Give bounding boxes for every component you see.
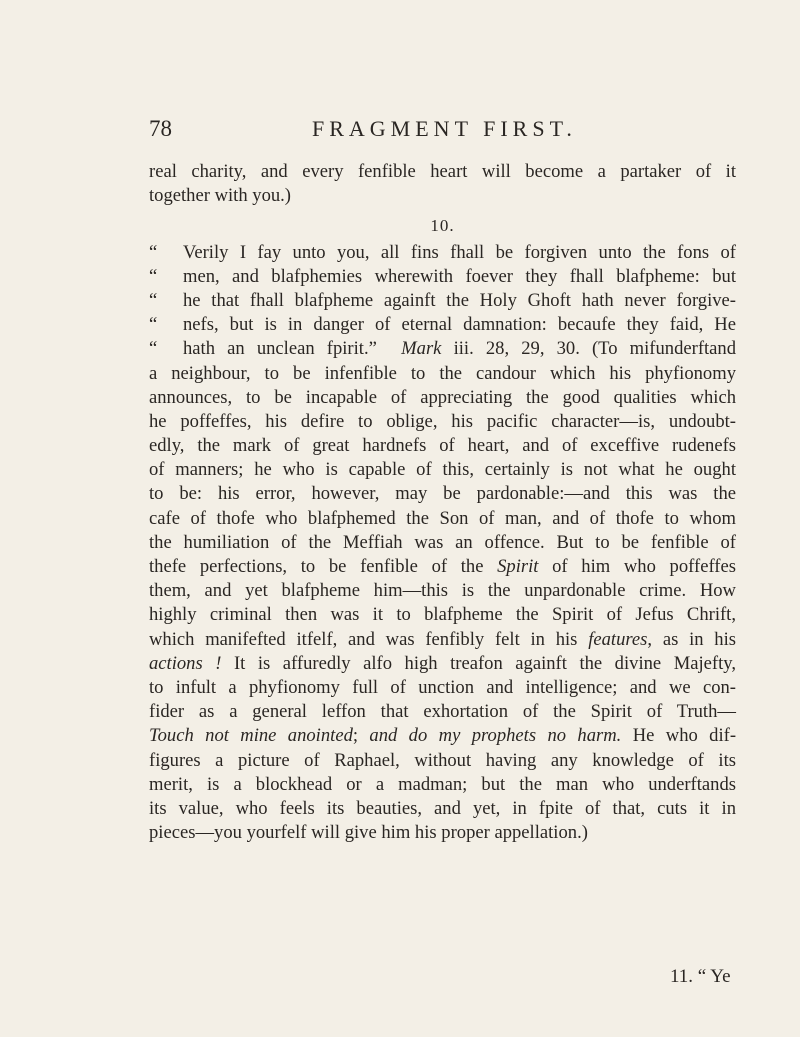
quote-line <box>149 289 736 313</box>
quote-reference-rest: iii. 28, 29, 30. (To mifunderftand <box>441 338 737 360</box>
quote-mark: “ <box>149 265 158 287</box>
text-line <box>149 628 736 652</box>
italic-segment: Spirit <box>497 556 539 577</box>
text-segment: He who dif- <box>621 725 737 747</box>
text-line: a neighbour, to be infenfible to the candour which his phyfionomy <box>149 362 736 384</box>
quote-mark: “ <box>149 314 158 336</box>
text-line: together with you.) <box>149 185 292 207</box>
quote-text: nefs, but is in danger of eternal damnation: becaufe they faid, He <box>183 314 736 336</box>
running-title: FRAGMENT FIRST. <box>312 116 577 141</box>
body-text <box>149 160 736 845</box>
text-line: real charity, and every fenfible heart will become a partaker of it <box>149 161 736 182</box>
quote-line <box>149 241 736 265</box>
page-header <box>149 116 749 146</box>
text-line: them, and yet blafpheme him—this is the unpardonable crime. How <box>149 580 736 602</box>
quote-line <box>149 337 736 361</box>
text-line <box>149 652 736 676</box>
catchword: 11. “ Ye <box>670 966 731 987</box>
italic-segment: and do my prophets no harm. <box>369 725 622 747</box>
text-line: its value, who feels its beauties, and yet, in fpite of that, cuts it in <box>149 797 736 819</box>
italic-segment: features <box>588 628 648 650</box>
text-segment: , as in his <box>647 628 736 650</box>
quote-line <box>149 313 736 337</box>
section-number: 10. <box>430 216 455 236</box>
text-line <box>149 724 736 748</box>
text-segment: It is affuredly alfo high treafon againft the divine Majefty, <box>221 652 736 674</box>
quote-text: men, and blafphemies wherewith foever they fhall blafpheme: but <box>183 265 736 287</box>
text-line: of manners; he who is capable of this, certainly is not what he ought <box>149 459 736 481</box>
text-segment: of him who poffeffes <box>538 556 736 577</box>
page-number: 78 <box>149 116 172 141</box>
text-line: pieces—you yourfelf will give him his proper appellation.) <box>149 822 588 844</box>
quote-mark: “ <box>149 241 158 263</box>
text-line: he poffeffes, his defire to oblige, his pacific character—is, undoubt- <box>149 410 736 432</box>
text-line: the humiliation of the Meffiah was an offence. But to be fenfible of <box>149 531 736 553</box>
text-line: to infult a phyfionomy full of unction and intelligence; and we con- <box>149 676 736 698</box>
italic-segment: actions ! <box>149 652 222 674</box>
text-line: figures a picture of Raphael, without having any knowledge of its <box>149 749 736 771</box>
quote-text: Verily I fay unto you, all fins fhall be forgiven unto the fons of <box>183 241 736 263</box>
quote-text: hath an unclean fpirit.” <box>183 338 377 360</box>
text-line: fider as a general leffon that exhortation of the Spirit of Truth— <box>149 701 736 723</box>
quote-line <box>149 265 736 289</box>
quote-mark: “ <box>149 289 158 311</box>
text-line: to be: his error, however, may be pardonable:—and this was the <box>149 483 736 505</box>
text-segment: thefe perfections, to be fenfible of the <box>149 556 498 577</box>
text-line: cafe of thofe who blafphemed the Son of man, and of thofe to whom <box>149 507 736 529</box>
text-line: announces, to be incapable of appreciating the good qualities which <box>149 386 736 408</box>
text-line: merit, is a blockhead or a madman; but the man who underftands <box>149 773 736 795</box>
italic-segment: Touch not mine anointed <box>149 725 353 747</box>
text-line: highly criminal then was it to blafpheme the Spirit of Jefus Chrift, <box>149 604 736 626</box>
quote-reference: Mark <box>401 338 442 360</box>
quote-text: he that fhall blafpheme againft the Holy Ghoft hath never forgive- <box>183 289 736 311</box>
text-segment: which manifefted itfelf, and was fenfibly felt in his <box>149 628 589 650</box>
text-segment: ; <box>352 725 370 747</box>
quote-mark: “ <box>149 338 158 360</box>
text-line <box>149 555 736 579</box>
text-line: edly, the mark of great hardnefs of heart, and of exceffive rudenefs <box>149 435 736 457</box>
